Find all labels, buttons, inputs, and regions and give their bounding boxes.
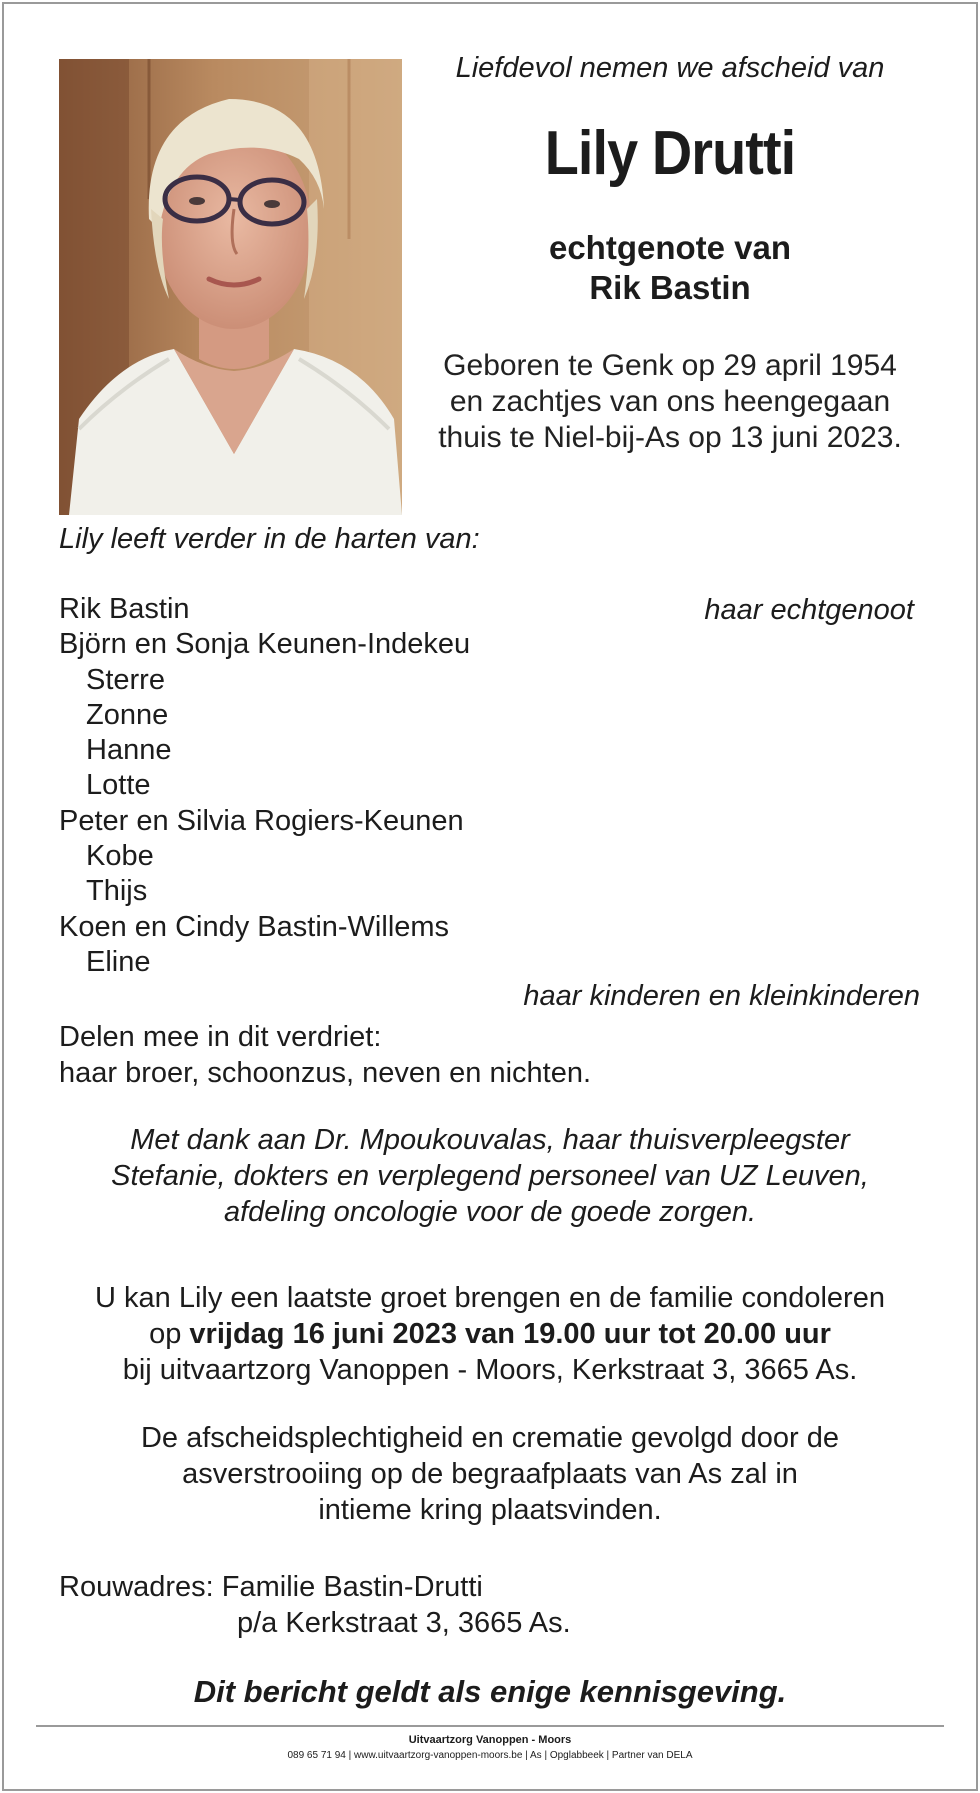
grandchild: Thijs [86,875,148,908]
shared-grief-intro: Delen mee in dit verdriet: [59,1021,382,1053]
portrait-photo [59,59,402,515]
grandchild: Hanne [86,734,172,767]
address-line: p/a Kerkstraat 3, 3665 As. [237,1607,571,1639]
family-member: Björn en Sonja Keunen-Indekeu [59,628,471,661]
family-member: Rik Bastin [59,593,190,625]
thanks-paragraph [40,1122,940,1230]
visitation-paragraph [40,1280,940,1388]
family-member: Koen en Cindy Bastin-Willems [59,910,450,943]
intro-text: Liefdevol nemen we afscheid van [455,52,885,84]
passing-line: en zachtjes van ons heengegaan [449,385,891,418]
shared-grief-relatives: haar broer, schoonzus, neven en nichten. [59,1057,592,1089]
ceremony-line: intieme kring plaatsvinden. [318,1494,662,1526]
ceremony-paragraph [40,1420,940,1528]
birth-death-info [410,348,930,456]
role-children: haar kinderen en kleinkinderen [523,980,920,1012]
thanks-line: Met dank aan Dr. Mpoukouvalas, haar thuisverpleegster [130,1124,850,1156]
ceremony-line: De afscheidsplechtigheid en crematie gevolgd door de [140,1422,840,1454]
footer-company: Uitvaartzorg Vanoppen - Moors [408,1734,572,1746]
birth-line: Geboren te Genk op 29 april 1954 [443,349,897,382]
grandchild: Kobe [86,840,154,873]
passing-place-line: thuis te Niel-bij-As op 13 juni 2023. [438,421,902,454]
spouse-relation: echtgenote van [548,229,792,266]
grandchild: Lotte [86,769,151,802]
role-spouse: haar echtgenoot [704,594,914,626]
grandchild: Zonne [86,698,169,731]
visitation-date-line [40,1316,940,1352]
family-member: Peter en Silvia Rogiers-Keunen [59,804,464,837]
mourning-address [59,1569,571,1641]
spouse-name: Rik Bastin [589,269,751,306]
address-line: Rouwadres: Familie Bastin-Drutti [59,1571,483,1603]
deceased-name: Lily Drutti [544,119,796,188]
visitation-line: U kan Lily een laatste groet brengen en de familie condoleren [95,1282,885,1314]
grandchild: Sterre [86,663,165,696]
grandchild: Eline [86,945,151,978]
visitation-datetime: vrijdag 16 juni 2023 van 19.00 uur tot 20.00 uur [189,1318,831,1350]
thanks-line: afdeling oncologie voor de goede zorgen. [223,1196,757,1228]
notice-text: Dit bericht geldt als enige kennisgeving. [193,1674,787,1709]
visitation-prefix: op [149,1318,182,1350]
ceremony-line: asverstrooiing op de begraafplaats van As zal in [182,1458,798,1490]
family-list [59,592,470,980]
thanks-line: Stefanie, dokters en verplegend personeel van UZ Leuven, [111,1160,869,1192]
footer-divider [36,1725,944,1727]
visitation-location: bij uitvaartzorg Vanoppen - Moors, Kerkstraat 3, 3665 As. [122,1354,858,1386]
family-intro: Lily leeft verder in de harten van: [59,523,480,555]
spouse-line [410,228,930,308]
footer-info: 089 65 71 94 | www.uitvaartzorg-vanoppen-moors.be | As | Opglabbeek | Partner van DELA [287,1750,693,1761]
shared-grief [59,1019,591,1091]
